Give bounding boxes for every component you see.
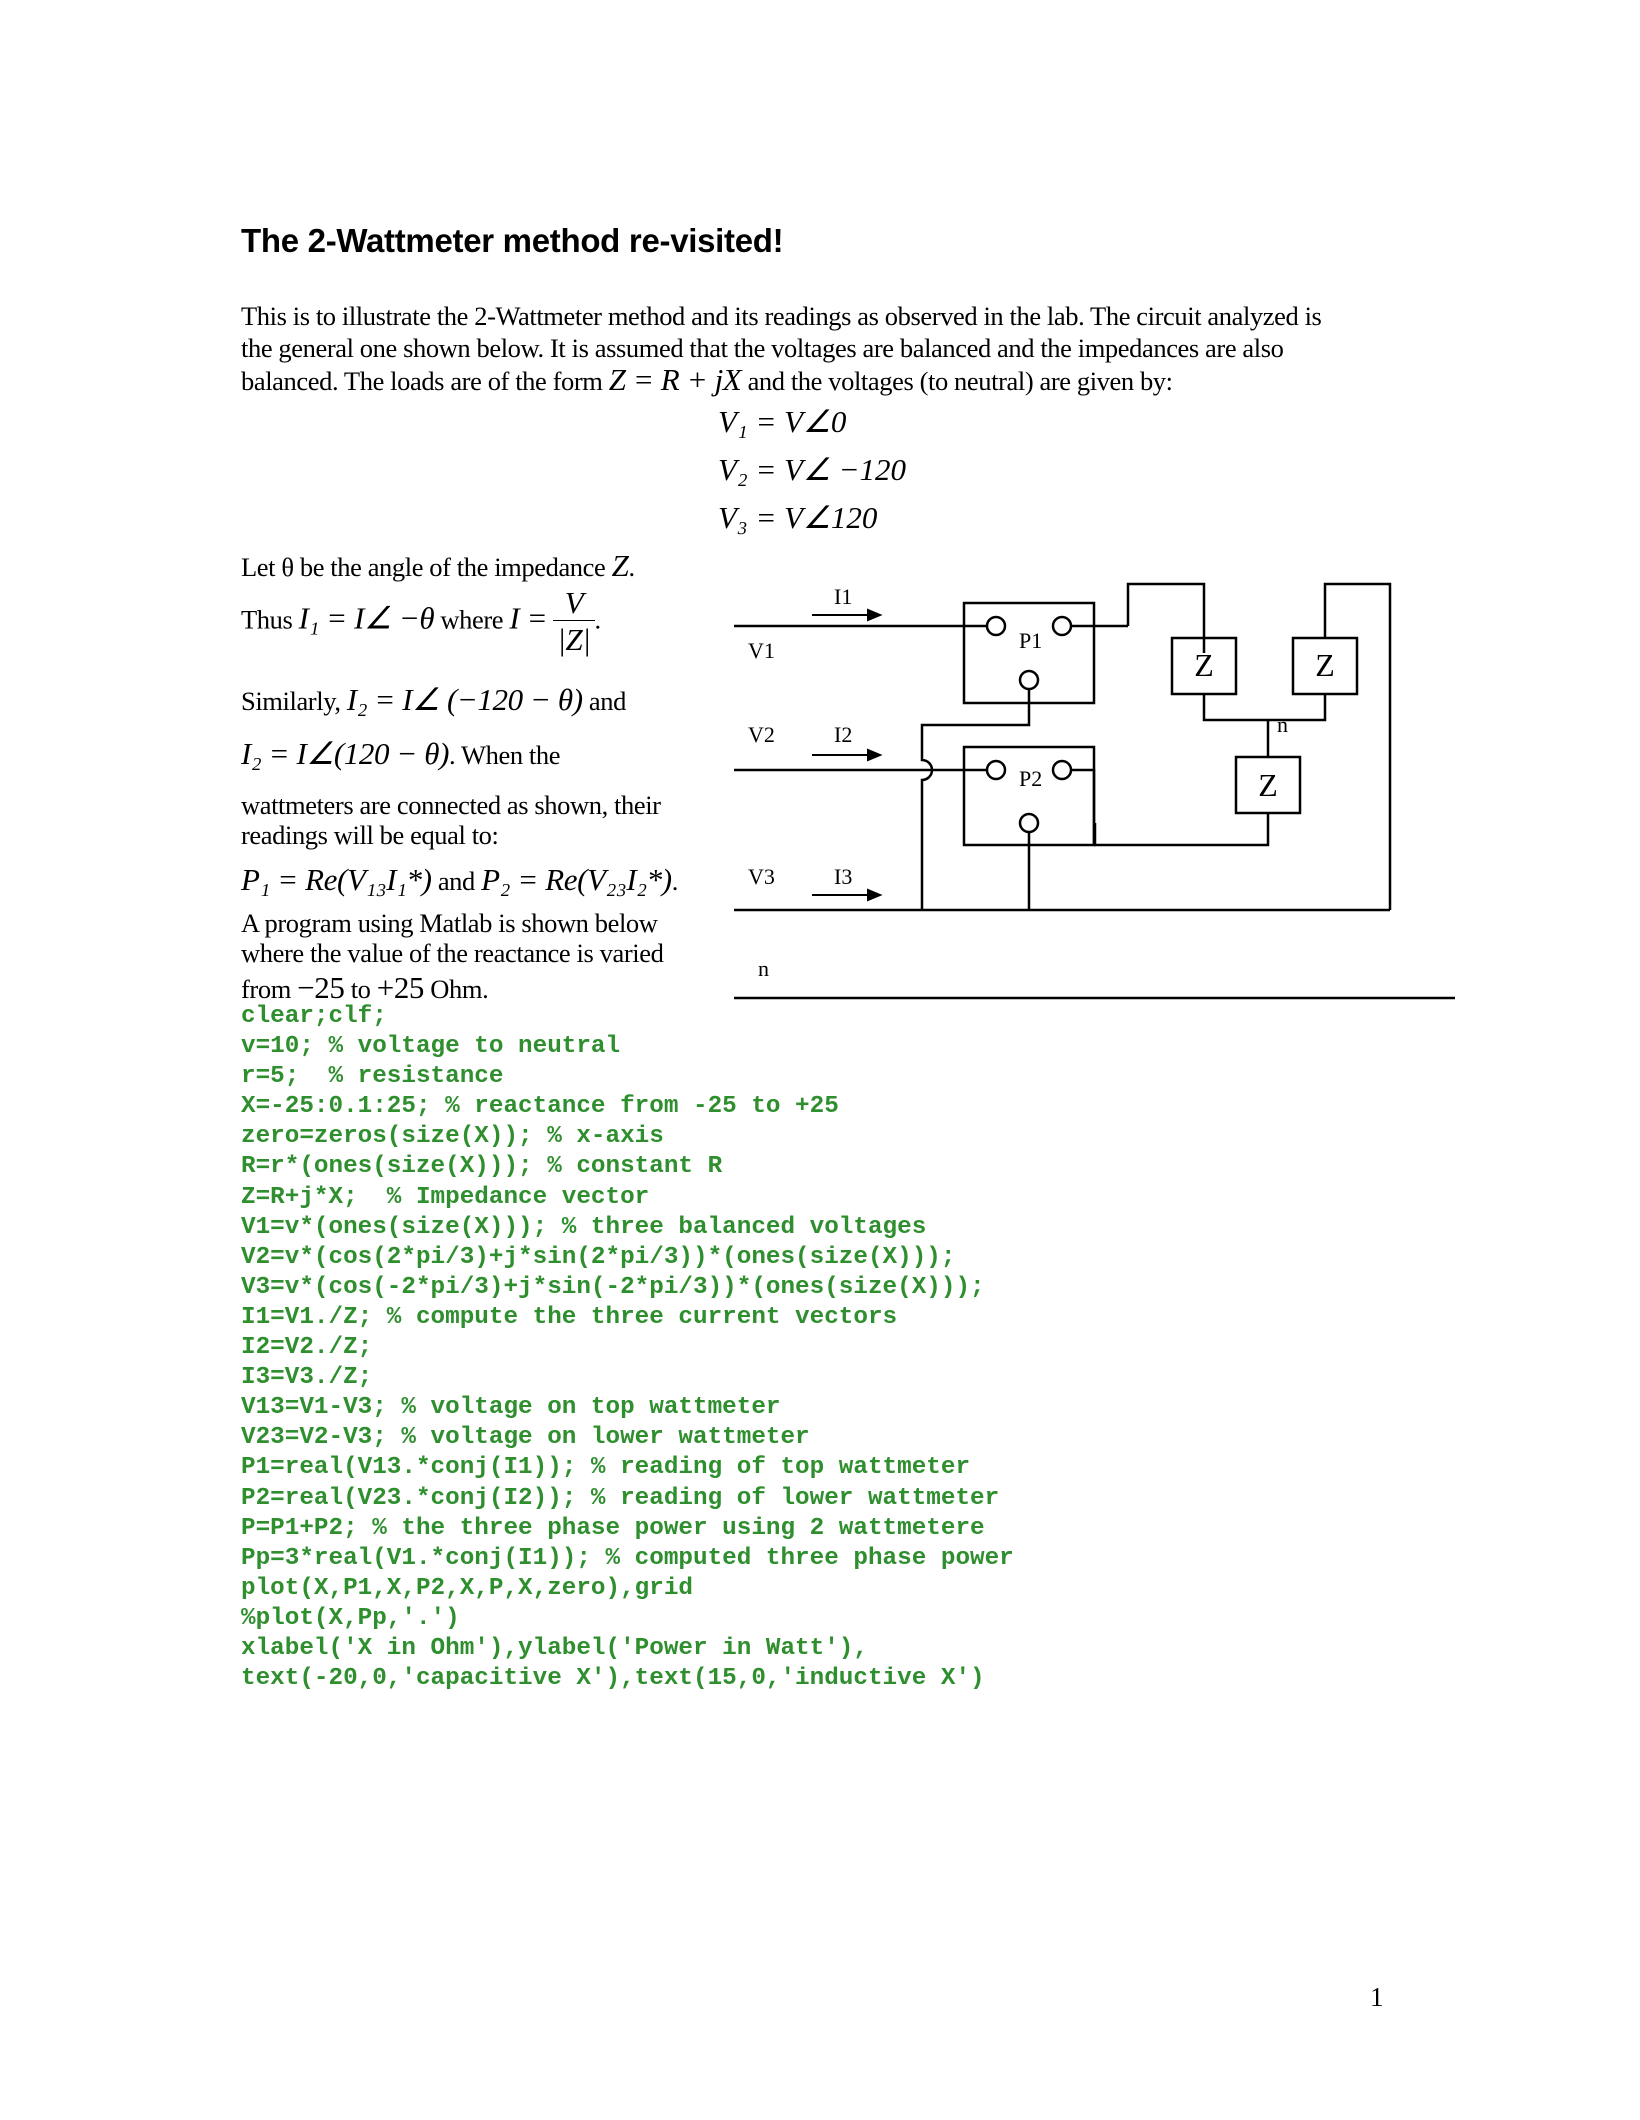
range-high: +25: [376, 970, 425, 1005]
code-line: V1=v*(ones(size(X))); % three balanced voltages: [241, 1213, 927, 1241]
code-line: xlabel('X in Ohm'),ylabel('Power in Watt'),: [241, 1634, 868, 1662]
thus-line: Thus I₁ = I∠ −θ where I = $\frac{V}{|Z|}$ .: [241, 585, 601, 657]
code-line: V13=V1-V3; % voltage on top wattmeter: [241, 1394, 781, 1422]
intro-line-3b: and the voltages (to neutral) are given by:: [747, 366, 1173, 396]
thus-word: Thus: [241, 604, 293, 635]
wire-z-c-to-p2: [1095, 813, 1268, 845]
code-line: %plot(X,Pp,'.'): [241, 1604, 460, 1632]
intro-line-2: the general one shown below. It is assumed that the voltages are balanced and the impedances are also: [241, 333, 1284, 363]
program-line-1: A program using Matlab is shown below: [241, 908, 658, 938]
to-word: to: [350, 974, 371, 1004]
label-p1: P1: [1019, 628, 1043, 653]
load-form-expr: Z = R + jX: [608, 362, 742, 397]
label-z-b: Z: [1315, 647, 1335, 683]
arrow-i1-head: [868, 610, 880, 620]
code-line: clear;clf;: [241, 1003, 387, 1030]
p2-expr: P₂ = Re(V₂₃I₂*): [481, 862, 672, 897]
code-line: plot(X,P1,X,P2,X,P,X,zero),grid: [241, 1574, 693, 1602]
voltage-eq-1: V₁ = V∠0: [718, 404, 847, 439]
code-line: r=5; % resistance: [241, 1063, 504, 1091]
p1-expr: P₁ = Re(V₁₃I₁*): [241, 862, 432, 897]
range-low: −25: [297, 970, 345, 1005]
wire-neutral-node: [1204, 694, 1325, 720]
label-p2: P2: [1019, 766, 1043, 791]
code-line: V23=V2-V3; % voltage on lower wattmeter: [241, 1424, 810, 1452]
page-title: The 2-Wattmeter method re-visited!: [241, 222, 784, 259]
i-def-numerator: V: [564, 585, 584, 620]
i3-expr: I₂ = I∠(120 − θ): [241, 736, 450, 771]
wattmeters-line-1: wattmeters are connected as shown, their: [241, 790, 661, 820]
from-word: from: [241, 974, 291, 1004]
arrow-i3-head: [868, 890, 880, 900]
when-the-text: . When the: [449, 740, 561, 770]
i-def-lhs: I =: [509, 600, 548, 636]
similarly-word: Similarly,: [241, 686, 341, 716]
let-theta-text: Let θ be the angle of the impedance: [241, 552, 606, 582]
p1-terminal-right: [1053, 617, 1071, 635]
label-i3: I3: [834, 864, 853, 889]
code-line: Pp=3*real(V1.*conj(I1)); % computed three phase power: [241, 1544, 1014, 1572]
ohm-word: Ohm.: [430, 974, 489, 1004]
p2-terminal-right: [1053, 761, 1071, 779]
label-i2: I2: [834, 722, 853, 747]
let-theta-var: Z: [611, 548, 629, 583]
label-v2: V2: [748, 722, 775, 747]
program-line-2: where the value of the reactance is varied: [241, 938, 664, 968]
code-line: V3=v*(cos(-2*pi/3)+j*sin(-2*pi/3))*(ones(size(X)));: [241, 1273, 985, 1301]
label-n-bottom: n: [758, 956, 769, 981]
wire-to-z-a: [1128, 584, 1204, 653]
and-word-1: and: [588, 686, 626, 716]
code-line: I1=V1./Z; % compute the three current vectors: [241, 1303, 898, 1331]
wire-p1-voltage-lead: [922, 689, 1029, 910]
label-i1: I1: [834, 584, 853, 609]
i-def-denominator: |Z|: [553, 620, 594, 659]
voltage-eq-2: V₂ = V∠ −120: [718, 452, 907, 487]
arrow-i2-head: [868, 750, 880, 760]
label-z-c: Z: [1258, 767, 1278, 803]
where-word: where: [440, 604, 504, 635]
wire-p2-out: [1071, 770, 1094, 845]
code-line: P2=real(V23.*conj(I2)); % reading of lower wattmeter: [241, 1484, 1000, 1512]
label-v3: V3: [748, 864, 775, 889]
i2-expr: I₂ = I∠ (−120 − θ): [346, 682, 583, 717]
label-v1: V1: [748, 638, 775, 663]
wattmeters-line-2: readings will be equal to:: [241, 820, 499, 850]
voltage-eq-3: V₃ = V∠120: [718, 500, 878, 535]
p2-terminal-bottom: [1020, 814, 1038, 832]
code-line: P1=real(V13.*conj(I1)); % reading of top wattmeter: [241, 1454, 971, 1482]
matlab-code-block: [241, 1002, 1014, 1694]
and-word-2: and: [437, 866, 475, 896]
code-line: R=r*(ones(size(X))); % constant R: [241, 1153, 723, 1181]
i1-expr: I₁ = I∠ −θ: [298, 600, 435, 636]
code-line: P=P1+P2; % the three phase power using 2 wattmetere: [241, 1514, 985, 1542]
code-line: text(-20,0,'capacitive X'),text(15,0,'inductive X'): [241, 1665, 985, 1693]
intro-line-3a: balanced. The loads are of the form: [241, 366, 603, 396]
let-theta-line: Let θ be the angle of the impedance Z.: [241, 548, 635, 583]
code-line: I3=V3./Z;: [241, 1364, 373, 1392]
label-n-node: n: [1277, 712, 1288, 737]
power-eq-line: P₁ = Re(V₁₃I₁*) and P₂ = Re(V₂₃I₂*).: [241, 862, 678, 897]
p1-terminal-bottom: [1020, 671, 1038, 689]
code-line: V2=v*(cos(2*pi/3)+j*sin(2*pi/3))*(ones(size(X)));: [241, 1243, 956, 1271]
p1-terminal-left: [987, 617, 1005, 635]
code-line: I2=V2./Z;: [241, 1334, 373, 1362]
wire-z-b-top: [1325, 584, 1390, 910]
intro-line-1: This is to illustrate the 2-Wattmeter method and its readings as observed in the lab. The circuit analyzed is: [241, 301, 1322, 331]
page-number: 1: [1370, 1982, 1384, 2012]
code-line: Z=R+j*X; % Impedance vector: [241, 1183, 650, 1211]
code-line: X=-25:0.1:25; % reactance from -25 to +25: [241, 1093, 839, 1121]
label-z-a: Z: [1194, 647, 1214, 683]
code-line: v=10; % voltage to neutral: [241, 1033, 621, 1061]
code-line: zero=zeros(size(X)); % x-axis: [241, 1123, 664, 1151]
p2-terminal-left: [987, 761, 1005, 779]
